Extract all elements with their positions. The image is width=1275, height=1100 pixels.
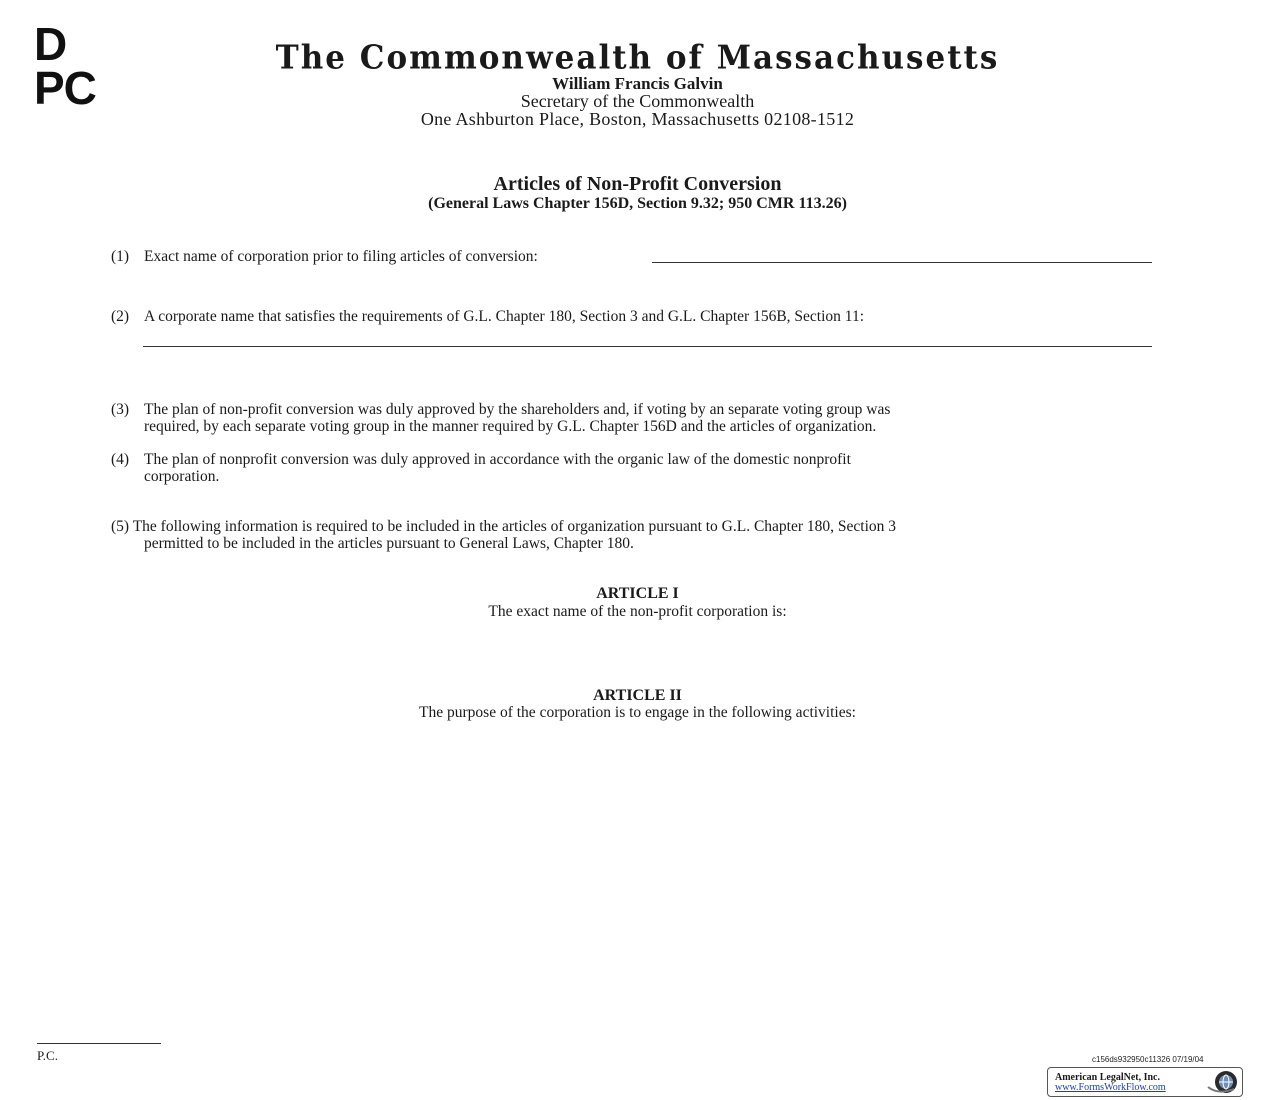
globe-icon (1204, 1069, 1240, 1095)
form-title: Articles of Non-Profit Conversion (493, 173, 782, 195)
form-subtitle: (General Laws Chapter 156D, Section 9.32; 950 CMR 113.26) (428, 195, 847, 212)
item-text: A corporate name that satisfies the requirements of G.L. Chapter 180, Section 3 and G.L. Chapter 156B, Section 11: (144, 308, 865, 325)
vendor-name: American LegalNet, Inc. (1055, 1072, 1160, 1083)
corporate-name-field[interactable] (143, 346, 1152, 347)
office-title: Secretary of the Commonwealth (520, 91, 755, 111)
commonwealth-heading: The Commonwealth of Massachusetts (275, 39, 1000, 77)
item-number: (4) (111, 451, 130, 468)
item-number: (3) (111, 401, 130, 418)
item-text-line-2: corporation. (144, 468, 220, 485)
item-text-line-1: The plan of nonprofit conversion was duly approved in accordance with the organic law of the domestic nonprofit (144, 451, 851, 468)
office-address: One Ashburton Place, Boston, Massachusetts 02108-1512 (420, 109, 855, 129)
item-text-line-1: The following information is required to be included in the articles of organization pursuant to G.L. Chapter 180, Section 3 (132, 518, 897, 535)
item-text: Exact name of corporation prior to filing articles of conversion: (144, 248, 538, 265)
article-1-text: The exact name of the non-profit corporation is: (488, 603, 787, 620)
vendor-url-link[interactable]: www.FormsWorkFlow.com (1055, 1082, 1166, 1093)
item-text-line-1: The plan of non-profit conversion was duly approved by the shareholders and, if voting by an separate voting group was (144, 401, 891, 418)
pc-initials-line[interactable] (37, 1043, 161, 1044)
stamp-line-2: PC (34, 62, 96, 114)
item-3 (111, 401, 1156, 435)
pc-label: P.C. (37, 1048, 58, 1063)
article-2-text: The purpose of the corporation is to engage in the following activities: (419, 704, 856, 721)
stamp-line-1: D (34, 18, 68, 70)
item-number: (1) (111, 248, 130, 265)
item-number: (5) (111, 518, 130, 535)
form-code: c156ds932950c11326 07/19/04 (1092, 1055, 1204, 1064)
prior-name-field[interactable] (652, 262, 1152, 263)
item-4 (111, 451, 1156, 485)
item-text-line-2: required, by each separate voting group in the manner required by G.L. Chapter 156D and the articles of organization. (144, 418, 877, 435)
item-number: (2) (111, 308, 130, 325)
item-2 (111, 308, 1156, 325)
officer-name: William Francis Galvin (552, 74, 723, 93)
item-5 (111, 518, 1156, 552)
article-2-heading: ARTICLE II (593, 687, 682, 704)
item-text-line-2: permitted to be included in the articles pursuant to General Laws, Chapter 180. (144, 535, 634, 552)
vendor-badge[interactable] (1047, 1067, 1243, 1097)
article-1-heading: ARTICLE I (596, 585, 679, 602)
